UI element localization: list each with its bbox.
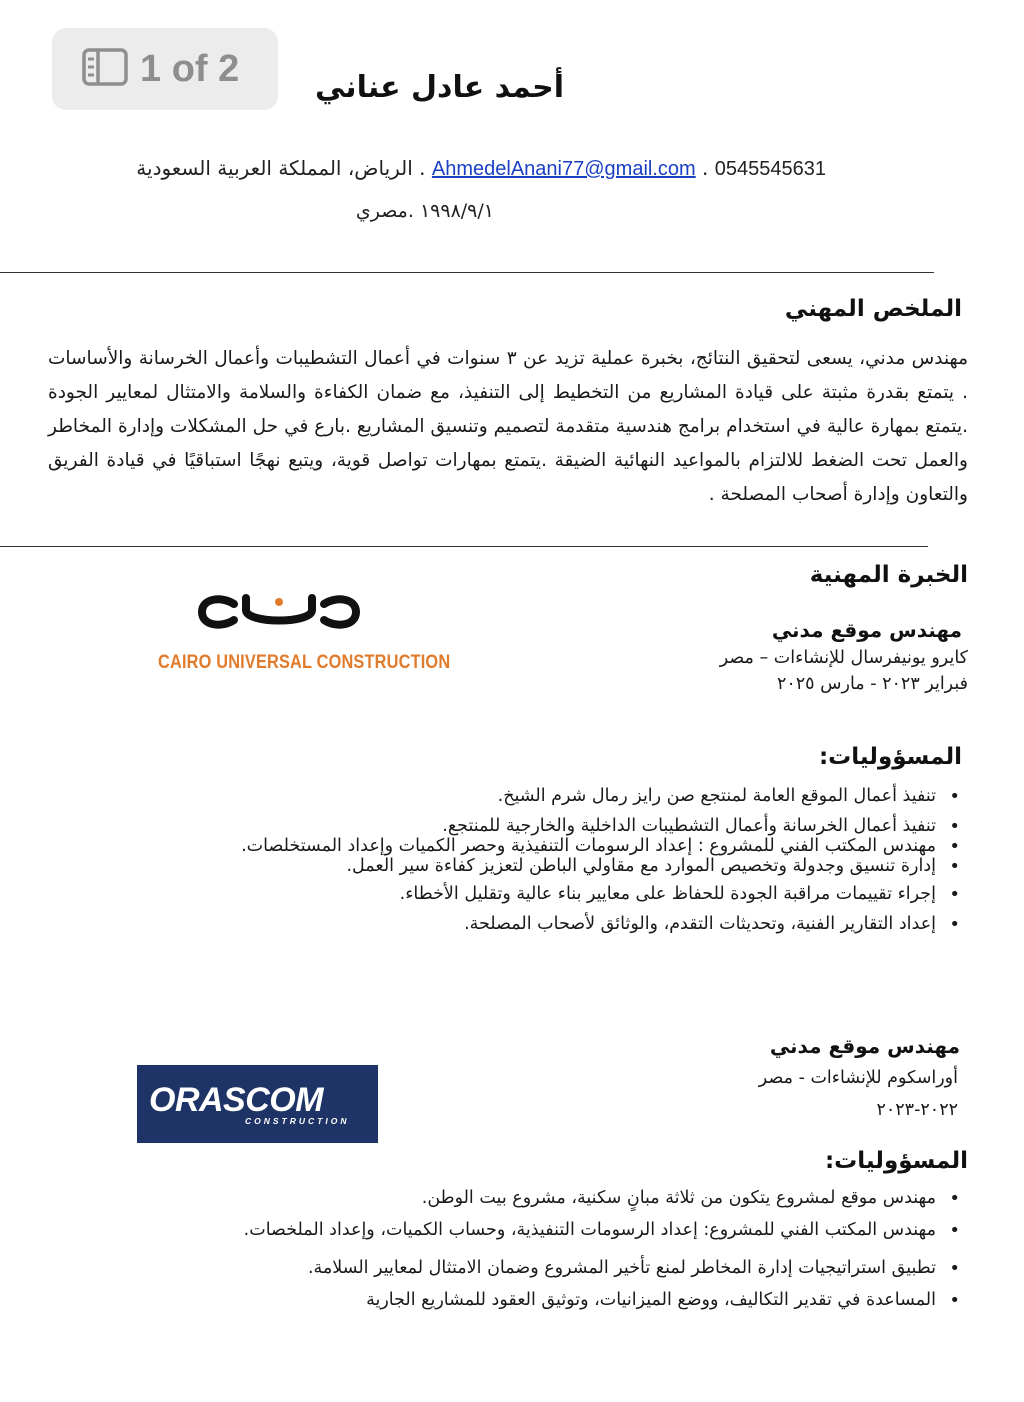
orascom-logo: [137, 1065, 378, 1143]
birth-date: ١٩٩٨/٩/١: [419, 200, 494, 222]
responsibilities-list: [244, 1188, 962, 1310]
summary-text: مهندس مدني، يسعى لتحقيق النتائج، بخبرة عملية تزيد عن ٣ سنوات في أعمال التشطيبات وأعمال الخرسانة والأساسات . يتمتع بقدرة مثبتة على قيادة المشاريع من التخطيط إلى التنفيذ، مع ضمان الكفاءة والسلامة والامتثال لمعايير الجودة .يتمتع بمهارة عالية في استخدام برامج هندسية متقدمة لتصميم وتنسيق المشاريع .بارع في حل المشكلات وإدارة المخاطر والعمل تحت الضغط للالتزام بالمواعيد النهائية الضيقة .يتمتع بمهارات تواصل قوية، ويتبع نهجًا استباقيًا في قيادة الفريق والتعاون وإدارة أصحاب المصلحة .: [48, 348, 968, 505]
cairo-universal-logo-text: CAIRO UNIVERSAL CONSTRUCTION: [158, 652, 451, 673]
list-item: • تنفيذ أعمال الموقع العامة لمنتجع صن رايز رمال شرم الشيخ.: [241, 786, 962, 806]
divider: [0, 272, 934, 273]
nationality: مصري: [355, 200, 408, 222]
list-item: • مهندس المكتب الفني للمشروع: إعداد الرسومات التنفيذية، وحساب الكميات، وإعداد الملخصات.: [244, 1220, 962, 1240]
list-item: • إجراء تقييمات مراقبة الجودة للحفاظ على معايير بناء عالية وتقليل الأخطاء.: [241, 884, 962, 904]
job-title: مهندس موقع مدني: [771, 618, 962, 642]
summary-heading: الملخص المهني: [784, 296, 962, 322]
divider: [0, 546, 928, 547]
job-title: مهندس موقع مدني: [769, 1034, 960, 1058]
job-company: كايرو يونيفرسال للإنشاءات – مصر: [719, 648, 968, 668]
responsibilities-heading: المسؤوليات:: [818, 744, 962, 770]
list-item: • تنفيذ أعمال الخرسانة وأعمال التشطيبات الداخلية والخارجية للمنتجع.: [241, 816, 962, 836]
list-item: • مهندس المكتب الفني للمشروع : إعداد الرسومات التنفيذية وحصر الكميات وإعداد المستخلصات.: [241, 836, 962, 856]
experience-heading: الخبرة المهنية: [809, 562, 968, 588]
list-item: • مهندس موقع لمشروع يتكون من ثلاثة مبانٍ سكنية، مشروع بيت الوطن.: [244, 1188, 962, 1208]
location: الرياض، المملكة العربية السعودية: [136, 156, 413, 180]
orascom-logo-subtext: CONSTRUCTION: [245, 1116, 350, 1126]
email-link[interactable]: AhmedelAnani77@gmail.com: [431, 158, 696, 180]
contact-line: 0545545631 . AhmedelAnani77@gmail.com . الرياض، المملكة العربية السعودية: [136, 156, 826, 180]
responsibilities-heading: المسؤوليات:: [824, 1148, 968, 1174]
cairo-universal-logo: [150, 590, 451, 680]
sidebar-panel-icon[interactable]: [82, 48, 128, 90]
birth-info: ١٩٩٨/٩/١ .مصري: [355, 200, 494, 222]
orascom-logo-text: ORASCOM: [149, 1081, 324, 1119]
job-company: أوراسكوم للإنشاءات - مصر: [758, 1068, 958, 1088]
page-count: 1 of 2: [140, 47, 240, 90]
list-item: • إدارة تنسيق وجدولة وتخصيص الموارد مع مقاولي الباطن لتعزيز كفاءة سير العمل.: [241, 856, 962, 876]
list-item: • المساعدة في تقدير التكاليف، ووضع الميزانيات، وتوثيق العقود للمشاريع الجارية: [244, 1290, 962, 1310]
page-indicator: [52, 28, 278, 110]
responsibilities-list: [241, 786, 962, 934]
phone: 0545545631: [714, 158, 826, 180]
list-item: • تطبيق استراتيجيات إدارة المخاطر لمنع تأخير المشروع وضمان الامتثال لمعايير السلامة.: [244, 1258, 962, 1278]
candidate-name: أحمد عادل عناني: [314, 70, 564, 105]
list-item: • إعداد التقارير الفنية، وتحديثات التقدم، والوثائق لأصحاب المصلحة.: [241, 914, 962, 934]
job-period: فبراير ٢٠٢٣ - مارس ٢٠٢٥: [776, 674, 968, 694]
job-period: ٢٠٢٢-٢٠٢٣: [876, 1100, 958, 1120]
